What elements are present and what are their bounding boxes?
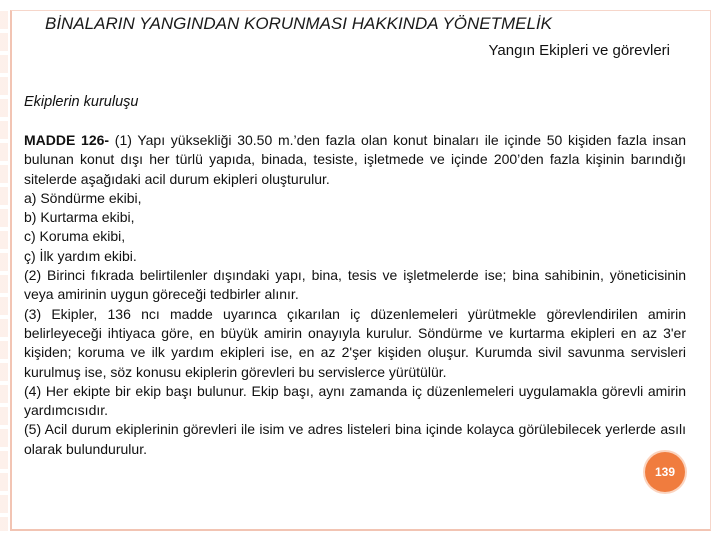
list-item: ç) İlk yardım ekibi. — [24, 247, 137, 264]
paragraph-5: (5) Acil durum ekiplerinin görevleri ile isim ve adres listeleri bina içinde kolayca görülebilecek yerlerde asılı olarak bulundurulur. — [24, 421, 686, 457]
paragraph-2: (2) Birinci fıkrada belirtilenler dışındaki yapı, bina, tesis ve işletmelerde ise; bina sahibinin, yöneticisinin veya amirinin uygun göreceği tedbirler alınır. — [24, 267, 686, 303]
document-title: BİNALARIN YANGINDAN KORUNMASI HAKKINDA YÖNETMELİK — [45, 14, 552, 33]
document-subtitle: Yangın Ekipleri ve görevleri — [488, 42, 670, 59]
paragraph-4: (4) Her ekipte bir ekip başı bulunur. Ekip başı, aynı zamanda iç düzenlemeleri uygulamakla görevli amirin yardımcısıdır. — [24, 382, 686, 419]
article-label: MADDE 126- — [24, 132, 110, 148]
paragraph-1 — [24, 131, 686, 189]
article-body — [24, 131, 686, 459]
list-item: b) Kurtarma ekibi, — [24, 209, 135, 226]
page-number-badge: 139 — [645, 452, 685, 492]
paragraph-3: (3) Ekipler, 136 ncı madde uyarınca çıkarılan iç düzenlemeleri yürütmekle görevlendirilen amirin belirleyeceği ihtiyaca göre, en büyük amirin onayıyla kurulur. Söndürme ve kurtarma ekipleri en az 3'er kişiden; koruma ve ilk yardım ekipleri ise, en az 2'şer kişiden oluşur. Kurumda sivil savunma servisleri kurulmuş ise, söz konusu ekiplerin görevleri bu servislerce yürütülür. — [24, 305, 686, 380]
section-heading: Ekiplerin kuruluşu — [24, 94, 139, 110]
list-item: c) Koruma ekibi, — [24, 228, 126, 245]
paragraph-1-text: (1) Yapı yüksekliği 30.50 m.’den fazla olan konut binaları ile içinde 50 kişiden fazla insan bulunan konut dışı her türlü yapıda, binada, tesiste, işletmede ve içinde 200’den fazla kişinin barındığı sitelerde aşağıdaki acil durum ekipleri oluşturulur. — [24, 132, 686, 187]
list-item: a) Söndürme ekibi, — [24, 189, 142, 206]
